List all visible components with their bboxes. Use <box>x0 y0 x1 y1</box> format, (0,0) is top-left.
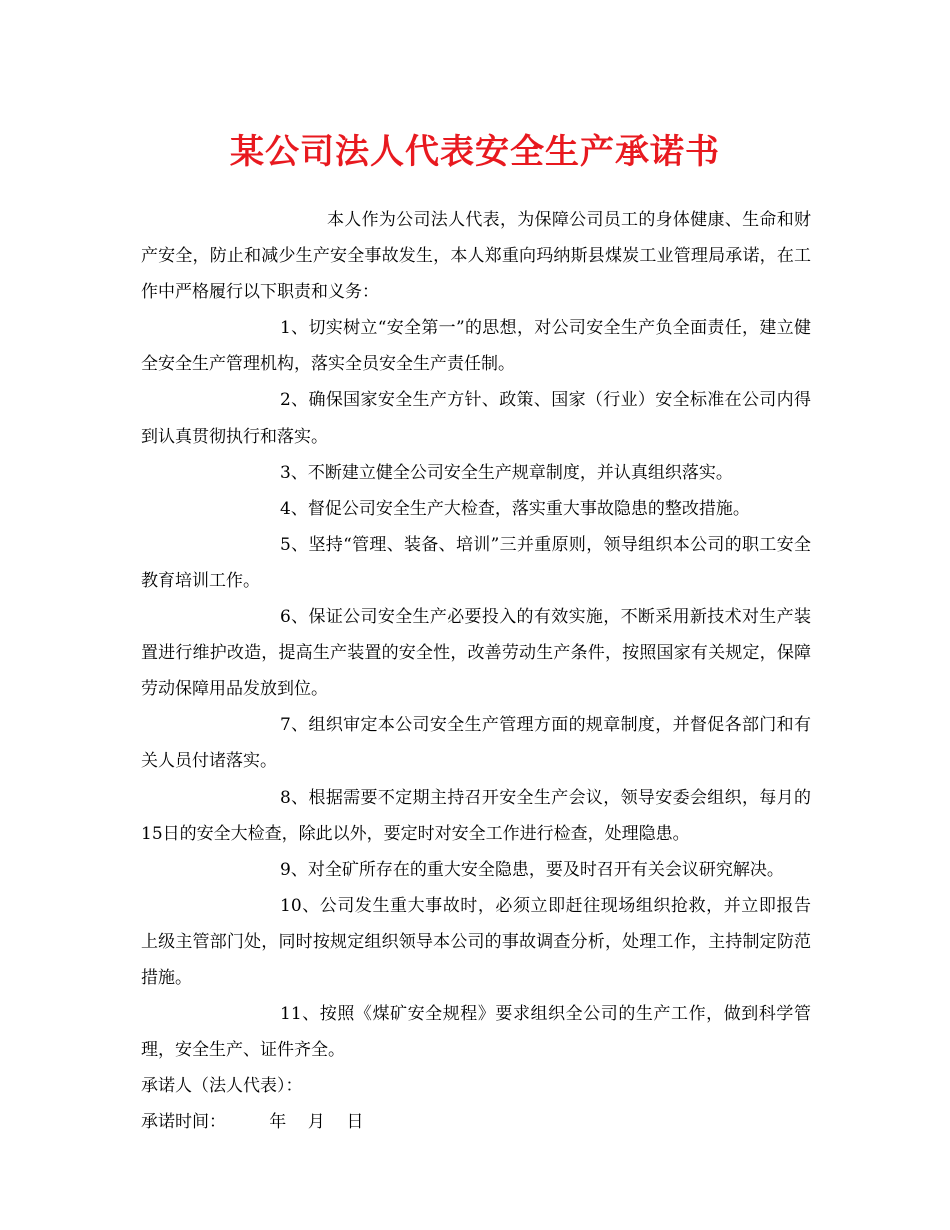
intro-paragraph: 本人作为公司法人代表，为保障公司员工的身体健康、生命和财产安全，防止和减少生产安全事故发生，本人郑重向玛纳斯县煤炭工业管理局承诺，在工作中严格履行以下职责和义务： <box>141 210 811 303</box>
commitment-item-9: 9、对全矿所存在的重大安全隐患，要及时召开有关会议研究解决。 <box>280 859 784 880</box>
commitment-item-2: 2、确保国家安全生产方针、政策、国家（行业）安全标准在公司内得到认真贯彻执行和落实。 <box>141 390 811 447</box>
commitment-item-7: 7、组织审定本公司安全生产管理方面的规章制度，并督促各部门和有关人员付诸落实。 <box>141 715 811 772</box>
commitment-item-11: 11、按照《煤矿安全规程》要求组织全公司的生产工作，做到科学管理，安全生产、证件齐全。 <box>141 1004 811 1061</box>
date-line: 承诺时间： 年 月 日 <box>141 1112 364 1133</box>
commitment-item-6: 6、保证公司安全生产必要投入的有效实施，不断采用新技术对生产装置进行维护改造，提高生产装置的安全性，改善劳动生产条件，按照国家有关规定，保障劳动保障用品发放到位。 <box>141 607 811 700</box>
document-title: 某公司法人代表安全生产承诺书 <box>230 132 720 172</box>
signatory-line: 承诺人（法人代表）： <box>141 1076 303 1097</box>
commitment-item-1: 1、切实树立“安全第一”的思想，对公司安全生产负全面责任，建立健全安全生产管理机构，落实全员安全生产责任制。 <box>141 318 811 375</box>
commitment-item-5: 5、坚持“管理、装备、培训”三并重原则，领导组织本公司的职工安全教育培训工作。 <box>141 534 811 591</box>
commitment-item-8: 8、根据需要不定期主持召开安全生产会议，领导安委会组织，每月的15日的安全大检查，除此以外，要定时对安全工作进行检查，处理隐患。 <box>141 787 811 844</box>
commitment-item-4: 4、督促公司安全生产大检查，落实重大事故隐患的整改措施。 <box>280 498 750 519</box>
commitment-item-3: 3、不断建立健全公司安全生产规章制度，并认真组织落实。 <box>280 462 733 483</box>
commitment-item-10: 10、公司发生重大事故时，必须立即赶往现场组织抢救，并立即报告上级主管部门处，同时按规定组织领导本公司的事故调查分析，处理工作，主持制定防范措施。 <box>141 895 811 988</box>
document-body <box>141 202 811 1140</box>
